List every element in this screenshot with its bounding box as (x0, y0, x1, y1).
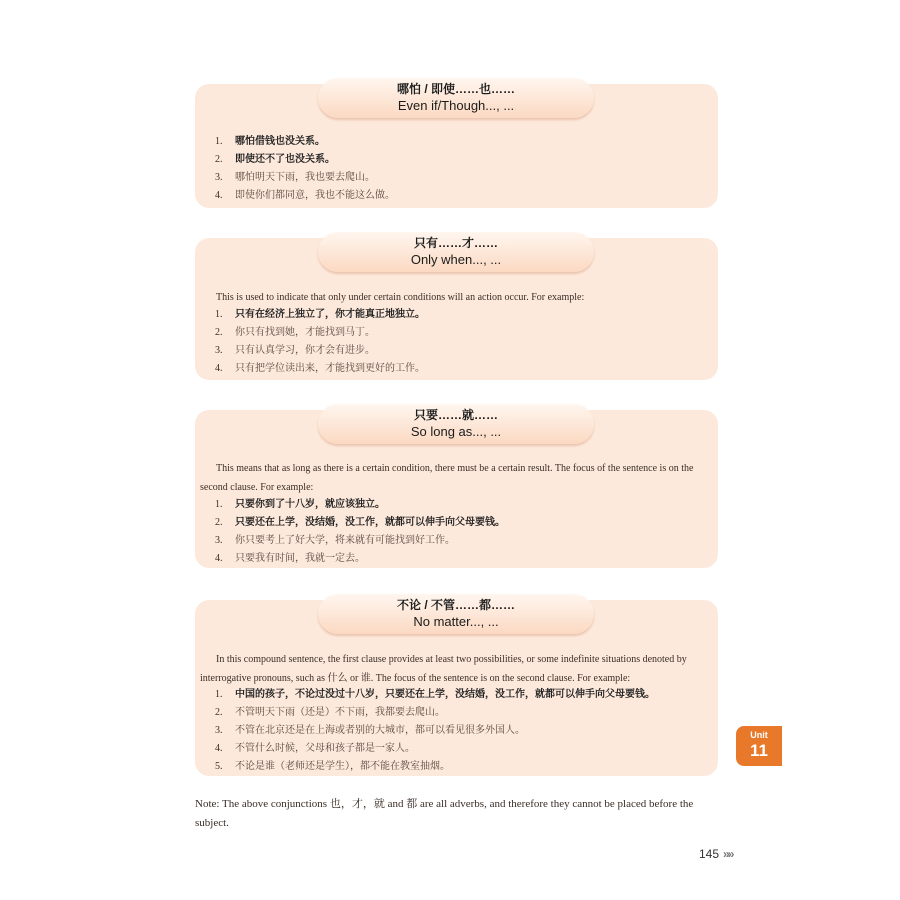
heading-en: No matter..., ... (413, 614, 499, 629)
section-intro: In this compound sentence, the first clause provides at least two possibilities, or some indefinite situations denoted by interrogative pronouns, such as 什么 or 谁. The focus of the sentence is on the second clause. For example: (200, 654, 687, 684)
section-intro: This is used to indicate that only under certain conditions will an action occur. For example: (216, 292, 585, 303)
list-item: 2. 不管明天下雨（还是）不下雨，我都要去爬山。 (215, 707, 445, 718)
list-item: 4. 只要我有时间，我就一定去。 (215, 553, 365, 564)
example-list (215, 306, 425, 378)
note-paragraph: Note: The above conjunctions 也，才，就 and 都 are all adverbs, and therefore they cannot be placed before the subject. (195, 798, 694, 829)
heading-en: So long as..., ... (410, 424, 502, 439)
unit-number: 11 (750, 741, 768, 760)
list-item: 3. 只有认真学习，你才会有进步。 (215, 345, 375, 356)
list-item: 2. 即使还不了也没关系。 (215, 154, 335, 165)
list-item: 1. 只要你到了十八岁，就应该独立。 (215, 499, 385, 510)
heading-zh: 哪怕 / 即使……也…… (396, 82, 515, 96)
list-item: 4. 只有把学位读出来，才能找到更好的工作。 (215, 363, 425, 374)
list-item: 2. 只要还在上学，没结婚，没工作，就都可以伸手向父母要钱。 (215, 517, 505, 528)
list-item: 2. 你只有找到她，才能找到马丁。 (215, 327, 375, 338)
list-item: 3. 不管在北京还是在上海或者别的大城市，都可以看见很多外国人。 (215, 725, 525, 736)
heading-zh: 只有……才…… (413, 236, 498, 250)
list-item: 5. 不论是谁（老师还是学生），都不能在教室抽烟。 (215, 761, 450, 772)
unit-badge (736, 726, 782, 766)
page-number: 145 (699, 847, 720, 861)
page-number-area (699, 847, 732, 861)
list-item: 4. 不管什么时候，父母和孩子都是一家人。 (215, 743, 415, 754)
example-list (215, 686, 655, 776)
list-item: 1. 哪怕借钱也没关系。 (215, 136, 325, 147)
heading-zh: 不论 / 不管……都…… (396, 598, 515, 612)
list-item: 3. 哪怕明天下雨，我也要去爬山。 (215, 172, 375, 183)
example-list (215, 496, 505, 568)
unit-label: Unit (750, 730, 768, 740)
heading-en: Only when..., ... (410, 252, 502, 267)
list-item: 3. 你只要考上了好大学，将来就有可能找到好工作。 (215, 535, 455, 546)
section-heading-no-matter (318, 594, 594, 634)
heading-zh: 只要……就…… (413, 408, 498, 422)
list-item: 4. 即使你们都同意，我也不能这么做。 (215, 190, 395, 201)
double-chevron-right-icon: »» (723, 847, 733, 861)
heading-en: Even if/Though..., ... (397, 98, 515, 113)
list-item: 1. 只有在经济上独立了，你才能真正地独立。 (215, 309, 425, 320)
section-heading-only-when (318, 232, 594, 272)
section-heading-so-long-as (318, 404, 594, 444)
example-list (215, 133, 395, 205)
list-item: 1. 中国的孩子，不论过没过十八岁，只要还在上学，没结婚，没工作，就都可以伸手向父母要钱。 (215, 689, 655, 700)
section-heading-even-if (318, 78, 594, 118)
section-intro: This means that as long as there is a certain condition, there must be a certain result. The focus of the sentence is on the second clause. For example: (200, 463, 694, 493)
